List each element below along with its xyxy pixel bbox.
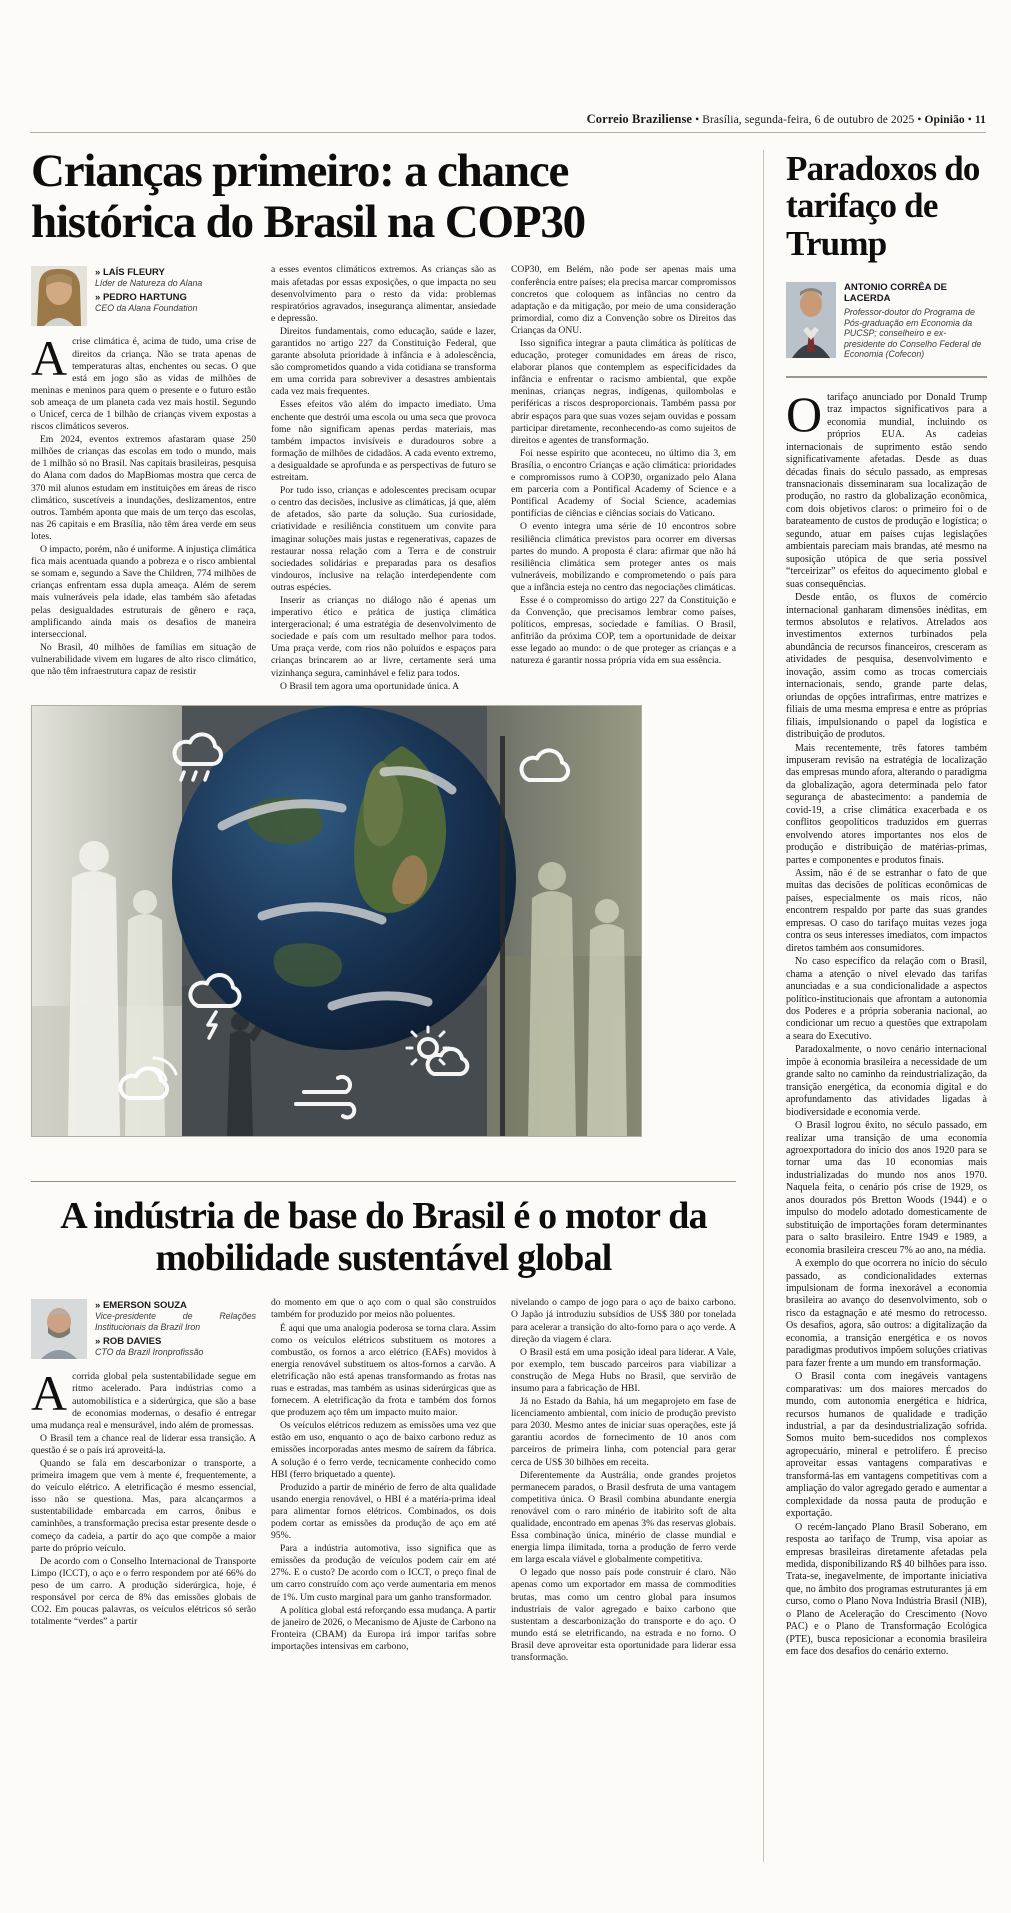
- paragraph: Em 2024, eventos extremos afastaram quase 250 milhões de crianças das escolas em todo o mundo, mais de 1 milhão só no Brasil. Nas capitais brasileiras, pesquisa do Alana com dados do MapBiomas mostra que cerca de 370 mil alunos estudam em instituições em áreas de risco climático, suscetíveis a inundações, deslizamentos, entre outros. Também aponta que mais de um terço das escolas, nas 26 capitais e em Brasília, não têm área verde em seus lotes.: [31, 434, 256, 542]
- sidebar-rule: [786, 376, 987, 378]
- sidebar-byline-names: [844, 282, 987, 360]
- paragraph: Por tudo isso, crianças e adolescentes precisam ocupar o centro das decisões, inclusive as climáticas, já que, além de afetados, são parte da solução. Sua curiosidade, criatividade e resiliência constituem um convite para imaginar soluções mais justas e regenerativas, capazes de restaurar nossa relação com a Terra e de construir sociedades solidárias e preparadas para os desafios vindouros, inclusive na relação interdependente com outras espécies.: [271, 485, 496, 593]
- pole: [500, 736, 505, 1136]
- sidebar-article: [786, 150, 987, 1659]
- author-photo-illustration: [786, 282, 836, 358]
- paragraph: Os veículos elétricos reduzem as emissões uma vez que estão em uso, enquanto o aço de baixo carbono reduz as emissões incorporadas antes mesmo de saírem da fábrica. A solução é o ferro verde, tecnicamente conhecido como HBI (ferro briquetado a quente).: [271, 1420, 496, 1480]
- paragraph: Produzido a partir de minério de ferro de alta qualidade usando energia renovável, o HBI é a matéria-prima ideal para alimentar fornos elétricos. Combinados, os dois podem cortar as emissões da produção de aço em até 95%.: [271, 1481, 496, 1542]
- paragraph: a esses eventos climáticos extremos. As crianças são as mais afetadas por essas exposições, o que impacta no seu desenvolvimento para o resto da vida: problemas respiratórios agravados, insegurança alimentar, ansiedade e depressão.: [271, 264, 496, 324]
- header-page-number: 11: [974, 114, 986, 126]
- author-photo-illustration: [31, 1299, 87, 1359]
- globe: [172, 706, 516, 1050]
- paragraph: Esses efeitos vão além do impacto imediato. Uma enchente que destrói uma escola ou uma seca que provoca fome não significam apenas perdas materiais, mas também impactos invisíveis e duradouros sobre a formação de milhões de cidadãos. A cada evento extremo, a desigualdade se aprofunda e as perspectivas de futuro se estreitam.: [271, 399, 496, 484]
- paragraph: De acordo com o Conselho Internacional de Transporte Limpo (ICCT), o aço e o ferro respondem por até 66% do peso de um carro. A produção siderúrgica, hoje, é responsável por cerca de 8% das emissões globais de CO2. Em poucas palavras, os veículos elétricos só serão totalmente “verdes” a partir: [31, 1555, 256, 1628]
- main-byline: [31, 266, 256, 326]
- paragraph: O Brasil tem a chance real de liderar essa transição. A questão é se o país irá aproveitá-la.: [31, 1432, 256, 1456]
- paragraph: No caso específico da relação com o Brasil, chama a atenção o nível elevado das tarifas anunciadas e a sua condicionalidade a aspectos político-institucionais que afrontam a autonomia dos Poderes e a própria soberania nacional, ao condicionar um recuo a questões que extrapolam a seara do Executivo.: [786, 956, 987, 1042]
- paragraph: Esse é o compromisso do artigo 227 da Constituição e da Convenção, que precisamos lembrar como países, políticos, empresas, sociedade e famílias. O Brasil, anfitrião da próxima COP, tem a oportunidade de deixar esse legado ao mundo: o de que proteger as crianças e a natureza é garantir nossa própria vida em sua essência.: [511, 594, 736, 667]
- drop-cap: A: [31, 330, 68, 387]
- header-section: Opinião: [924, 114, 965, 126]
- paragraph: O Brasil está em uma posição ideal para liderar. A Vale, por exemplo, tem buscado parceiros para viabilizar a construção de Mega Hubs no Brasil, que servirão de insumo para a fabricação de HBI.: [511, 1346, 736, 1394]
- author-name: » EMERSON SOUZA: [95, 1300, 187, 1312]
- paragraph: O Brasil logrou êxito, no século passado, em realizar uma transição de uma economia agroexportadora do início dos anos 1920 para se tornar uma das 10 economias mais industrializadas do mundo nos anos 1970. Naquela feita, o cenário pós crise de 1929, os anos dourados pós Bretton Woods (1944) e o impulso do modelo adotado domesticamente de substituição de importações foram determinantes para o salto brasileiro. Entre 1949 e 1989, a economia brasileira cresceu 7% ao ano, na média.: [786, 1120, 987, 1256]
- paragraph: Acrise climática é, acima de tudo, uma crise de direitos da criança. Não se trata apenas de temperaturas altas, enchentes ou secas. O que está em jogo são as vidas de milhões de meninas e meninos para quem o presente e o futuro estão sob ameaça de um planeta cada vez mais hostil. Segundo o Unicef, cerca de 1 bilhão de crianças vivem expostas a riscos climáticos severos.: [31, 330, 256, 433]
- paragraph: Inserir as crianças no diálogo não é apenas um imperativo ético e prática de justiça climática intergeracional; é uma estratégia de desenvolvimento de sociedade e país com um resultado melhor para todos. Uma praça verde, com rios não poluídos e espaços para crianças brincarem ao ar livre, certamente será uma vizinhança segura, caminhável e feliz para todos.: [271, 594, 496, 679]
- industry-column-1: [31, 1297, 256, 1664]
- industry-byline: [31, 1299, 256, 1361]
- author-photo-lais-fleury: [31, 266, 87, 326]
- author-name: ANTONIO CORRÊA DE LACERDA: [844, 282, 947, 305]
- paragraph: Já no Estado da Bahia, há um megaprojeto em fase de licenciamento ambiental, com início de produção previsto para 2030. Mesmo antes de iniciar suas operações, este já garantiu acordos de fornecimento de 10 anos com parceiros de primeira linha, com potencial para gerar cerca de US$ 30 bilhões em receita.: [511, 1396, 736, 1468]
- author-photo-emerson-souza: [31, 1299, 87, 1359]
- paragraph: do momento em que o aço com o qual são construídos também for produzido por meios não poluentes.: [271, 1297, 496, 1321]
- header-bullet: •: [695, 114, 700, 126]
- article-text-column: [31, 330, 256, 678]
- paragraph: Acorrida global pela sustentabilidade segue em ritmo acelerado. Para indústrias como a automobilística e a siderúrgica, que são a base de economias modernas, o desafio é entregar uma mudança real e mensurável, indo além de promessas.: [31, 1365, 256, 1431]
- drop-cap: A: [31, 1365, 68, 1422]
- article-text-column: [31, 1365, 256, 1628]
- industry-article: [31, 1181, 736, 1664]
- header-bullet: •: [917, 114, 922, 126]
- paragraph: Mais recentemente, três fatores também impuseram revisão na estratégia de localização das empresas mundo afora, alterando o paradigma da globalização, agora determinada pelo fator segurança de abastecimento: a pandemia de covid-19, a crise climática exacerbada e os conflitos geopolíticos traduzidos em guerras envolvendo atores importantes nos elos de produção e distribuição de matérias-primas, partes e componentes e produtos finais.: [786, 742, 987, 866]
- industry-byline-names: [95, 1299, 256, 1361]
- paragraph: Isso significa integrar a pauta climática às políticas de educação, proteger comunidades em áreas de risco, elaborar planos que contemplem as especificidades da infância e enfrentar o racismo ambiental, que expõe meninas, crianças negras, indígenas, quilombolas e periféricas a riscos desproporcionais. Também passa por abrir espaços para que suas vozes sejam ouvidas e possam participar diretamente, reconhecendo-as como sujeitos de direitos e agentes de transformação.: [511, 338, 736, 446]
- main-article-columns: [31, 264, 736, 692]
- sidebar-byline: [786, 282, 987, 360]
- main-article-column-3: [511, 264, 736, 692]
- newspaper-brand: Correio Braziliense: [586, 112, 693, 126]
- paragraph: A política global está reforçando essa mudança. A partir de janeiro de 2026, o Mecanismo de Ajuste de Carbono na Fronteira (CBAM) da Europa irá impor tarifas sobre importações intensivas em carbono,: [271, 1604, 496, 1652]
- paragraph: COP30, em Belém, não pode ser apenas mais uma conferência entre países; ela precisa marcar compromissos concretos que coloquem as infâncias no centro da adaptação e da mitigação, por meio de uma consideração primordial, como diz a Convenção sobre os Direitos das Crianças da ONU.: [511, 264, 736, 336]
- author-name: » ROB DAVIES: [95, 1336, 162, 1348]
- paragraph: O Brasil tem agora uma oportunidade única. A: [280, 680, 460, 692]
- paragraph: Otarifaço anunciado por Donald Trump traz impactos significativos para a economia mundial, incluindo os próprios EUA. As cadeias internacionais de suprimento estão sendo significativamente afetadas. Desde as duas décadas finais do século passado, as empresas transnacionais disseminaram sua localização de produção, no rastro da globalização econômica, com dois objetivos claros: o primeiro foi o de barateamento de custos de produção e logística; o segundo, atuar em países cujas legislações ambientais pareciam mais brandas, até mesmo na suposição utópica de que seria possível “terceirizar” os efeitos do aquecimento global e suas consequências.: [786, 385, 987, 590]
- paragraph: O impacto, porém, não é uniforme. A injustiça climática fica mais acentuada quando a pobreza e o risco ambiental se somam e, segundo a Save the Children, 774 milhões de crianças enfrentam essa dupla ameaça. Além de serem mais vulneráveis pela idade, elas também são afetadas pelas desigualdades estruturais de gênero e raça, amplificando ainda mais os desafios de maneira interseccional.: [31, 544, 256, 640]
- main-byline-names: [95, 266, 202, 326]
- paragraph: Assim, não é de se estranhar o fato de que muitas das decisões de políticas econômicas de países, especialmente os mais ricos, não encontrem respaldo por parte das suas grandes empresas. O caso do tarifaço muitas vezes joga contra os seus interesses imediatos, com impactos diretos também aos consumidores.: [786, 868, 987, 954]
- paragraph: Paradoxalmente, o novo cenário internacional impõe à economia brasileira a necessidade de um grande salto no caminho da reindustrialização, da transição energética, da economia digital e do aprofundamento das atividades ligadas à biodiversidade e economia verde.: [786, 1044, 987, 1118]
- earth-illustration: [31, 705, 642, 1137]
- paragraph: O legado que nosso país pode construir é claro. Não apenas como um exportador em massa de commodities brutas, mas como um centro global para insumos industriais de valor agregado e baixo carbono que sustentam a descarbonização do transporte e do aço. O mundo está se eletrificando, na estrada e no forno. O Brasil deve aproveitar esta oportunidade para liderar essa transformação.: [511, 1567, 736, 1664]
- author-name: » LAÍS FLEURY: [95, 267, 165, 279]
- drop-cap: O: [786, 385, 823, 442]
- sidebar-headline: Paradoxos do tarifaço de Trump: [786, 149, 980, 263]
- header-bullet: •: [967, 114, 972, 126]
- paragraph: Direitos fundamentais, como educação, saúde e lazer, garantidos no artigo 227 da Constituição Federal, que garante absoluta prioridade à infância e à adolescência, são comprometidos quando a vida cotidiana se transforma em uma corrida para sobreviver a desastres ambientais cada vez mais frequentes.: [271, 325, 496, 398]
- paragraph: O evento integra uma série de 10 encontros sobre resiliência climática previstos para ocorrer em diversas partes do mundo. A proposta é clara: afirmar que não há resiliência climática sem proteger antes os mais vulneráveis, mobilizando e comprometendo o país para que a infância esteja no centro das negociações climáticas.: [511, 521, 736, 593]
- paragraph: Diferentemente da Austrália, onde grandes projetos permanecem parados, o Brasil desfruta de uma vantagem competitiva única. O Brasil combina abundante energia renovável com o raro minério de itabirito soft de alta qualidade, encontrado em apenas 3% das reservas globais. Essa combinação única, minério de classe mundial e energia limpa ilimitada, torna a produção de ferro verde em larga escala viável e globalmente competitiva.: [511, 1469, 736, 1566]
- author-photo-antonio-lacerda: [786, 282, 836, 358]
- industry-headline: A indústria de base do Brasil é o motor da mobilidade sustentável global: [60, 1194, 707, 1279]
- author-role: Líder de Natureza do Alana: [95, 278, 203, 289]
- paragraph: Quando se fala em descarbonizar o transporte, a primeira imagem que vem à mente é, frequentemente, a do veículo elétrico. A eletrificação é mesmo essencial, isso não se questiona. Mas, para alcançarmos a sustentabilidade embarcada em carros, ônibus e caminhões, a transformação precisa estar presente desde o começo da cadeia, a partir do aço que compõe a maior parte do próprio veículo.: [31, 1457, 256, 1554]
- paragraph: Foi nesse espírito que aconteceu, no último dia 3, em Brasília, o encontro Crianças e ação climática: prioridades e compromissos rumo à COP30, organizado pelo Alana em parceria com a Pontifical Academy of Science e a Pontifical Academy of Social Science, academias pontifícias de ciências e ciências sociais do Vaticano.: [511, 447, 736, 520]
- author-role: CEO da Alana Foundation: [95, 303, 198, 314]
- paragraph: O recém-lançado Plano Brasil Soberano, em resposta ao tarifaço de Trump, visa apoiar as empresas brasileiras diretamente afetadas pela medida, disponibilizando R$ 40 bilhões para isso. Trata-se, inegavelmente, de importante iniciativa que, no âmbito dos programas estruturantes já em curso, como o Plano Nova Indústria Brasil (NIB), o Plano de Aceleração do Crescimento (Novo PAC) e o Plano de Transformação Ecológica (PTE), busca reposicionar a economia brasileira em face dos desafios do cenário externo.: [786, 1521, 987, 1658]
- paragraph: No Brasil, 40 milhões de famílias em situação de vulnerabilidade vivem em lugares de alto risco climático, que não têm infraestrutura capaz de resistir: [31, 641, 256, 677]
- main-article-column-2: [271, 264, 496, 692]
- main-headline: Crianças primeiro: a chance histórica do Brasil na COP30: [31, 145, 585, 249]
- industry-column-2: [271, 1297, 496, 1664]
- author-role: CTO da Brazil Ironprofissão: [95, 1347, 204, 1358]
- author-role: Vice-presidente de Relações Institucionais da Brazil Iron: [95, 1311, 256, 1333]
- paragraph: É aqui que uma analogia poderosa se torna clara. Assim como os veículos elétricos substituem os motores a combustão, os fornos a arco elétrico (EAFs) movidos à energia renovável substituem os altos-fornos a carvão. A eletrificação não está apenas transformando as frotas nas ruas e estradas, mas também as usinas siderúrgicas que as fornecem. A eletrificação da frota e também dos fornos que produzem aço têm um impacto muito maior.: [271, 1322, 496, 1419]
- author-role: Professor-doutor do Programa de Pós-graduação em Economia da PUCSP; conselheiro e ex-presidente do Conselho Federal de Economia (Cofecon): [844, 307, 982, 360]
- industry-column-3: [511, 1297, 736, 1664]
- author-photo-illustration: [31, 266, 87, 326]
- author-name: » PEDRO HARTUNG: [95, 292, 187, 304]
- sidebar-body: [786, 385, 987, 1659]
- column-divider-rule: [763, 150, 764, 1862]
- main-articles-area: [31, 146, 736, 1664]
- paragraph: Para a indústria automotiva, isso significa que as emissões da produção de veículos podem cair em até 27%. E o custo? De acordo com o ICCT, o preço final de um carro construído com aço verde aumentaria em menos de 1%. Um custo marginal para um ganho transformador.: [271, 1543, 496, 1603]
- paragraph: nivelando o campo de jogo para o aço de baixo carbono. O Japão já introduziu subsídios de US$ 380 por tonelada para acelerar a transição do alto-forno para o aço verde. A direção da viagem é clara.: [511, 1297, 736, 1345]
- paragraph: A exemplo do que ocorrera no início do século passado, as condicionalidades externas impulsionam de forma inexorável a economia brasileira ao avanço do desenvolvimento, sob o risco da estagnação e até mesmo do retrocesso. Os desafios, agora, são outros: a digitalização da economia, a transição energética e os novos paradigmas produtivos impõem soluções criativas para fazer frente a um mundo em transformação.: [786, 1258, 987, 1369]
- industry-article-columns: [31, 1297, 736, 1664]
- header-date: Brasília, segunda-feira, 6 de outubro de 2025: [702, 114, 915, 126]
- earth-collage: [32, 706, 641, 1136]
- paragraph: Desde então, os fluxos de comércio internacional ganharam dimensões inéditas, em termos absolutos e relativos. Atrelados aos investimentos externos turbinados pela abundância de recursos financeiros, cresceram as atividades de pesquisa, desenvolvimento e inovação, assim como as trocas comerciais internacionais, sendo, grande parte delas, oriundas de opções intrafirmas, entre matrizes e filiais de uma mesma empresa e entre as próprias filiais, impulsionando o papel da logística e distribuição de produtos.: [786, 592, 987, 741]
- main-article-column-1: [31, 264, 256, 692]
- paragraph: O Brasil conta com inegáveis vantagens comparativas: um dos maiores mercados do mundo, com autonomia energética e hídrica, recursos humanos de qualidade e tradição industrial, a par da desindustrialização sofrida. Somos muito bem-sucedidos nos complexos agropecuário, mineral e petrolífero. É preciso aproveitar essas vantagens comparativas e transformá-las em vantagens competitivas com a ampliação do valor agregado gerado e aumentar a complexidade da nossa pauta de produção e exportação.: [786, 1371, 987, 1520]
- page-header: [30, 112, 986, 133]
